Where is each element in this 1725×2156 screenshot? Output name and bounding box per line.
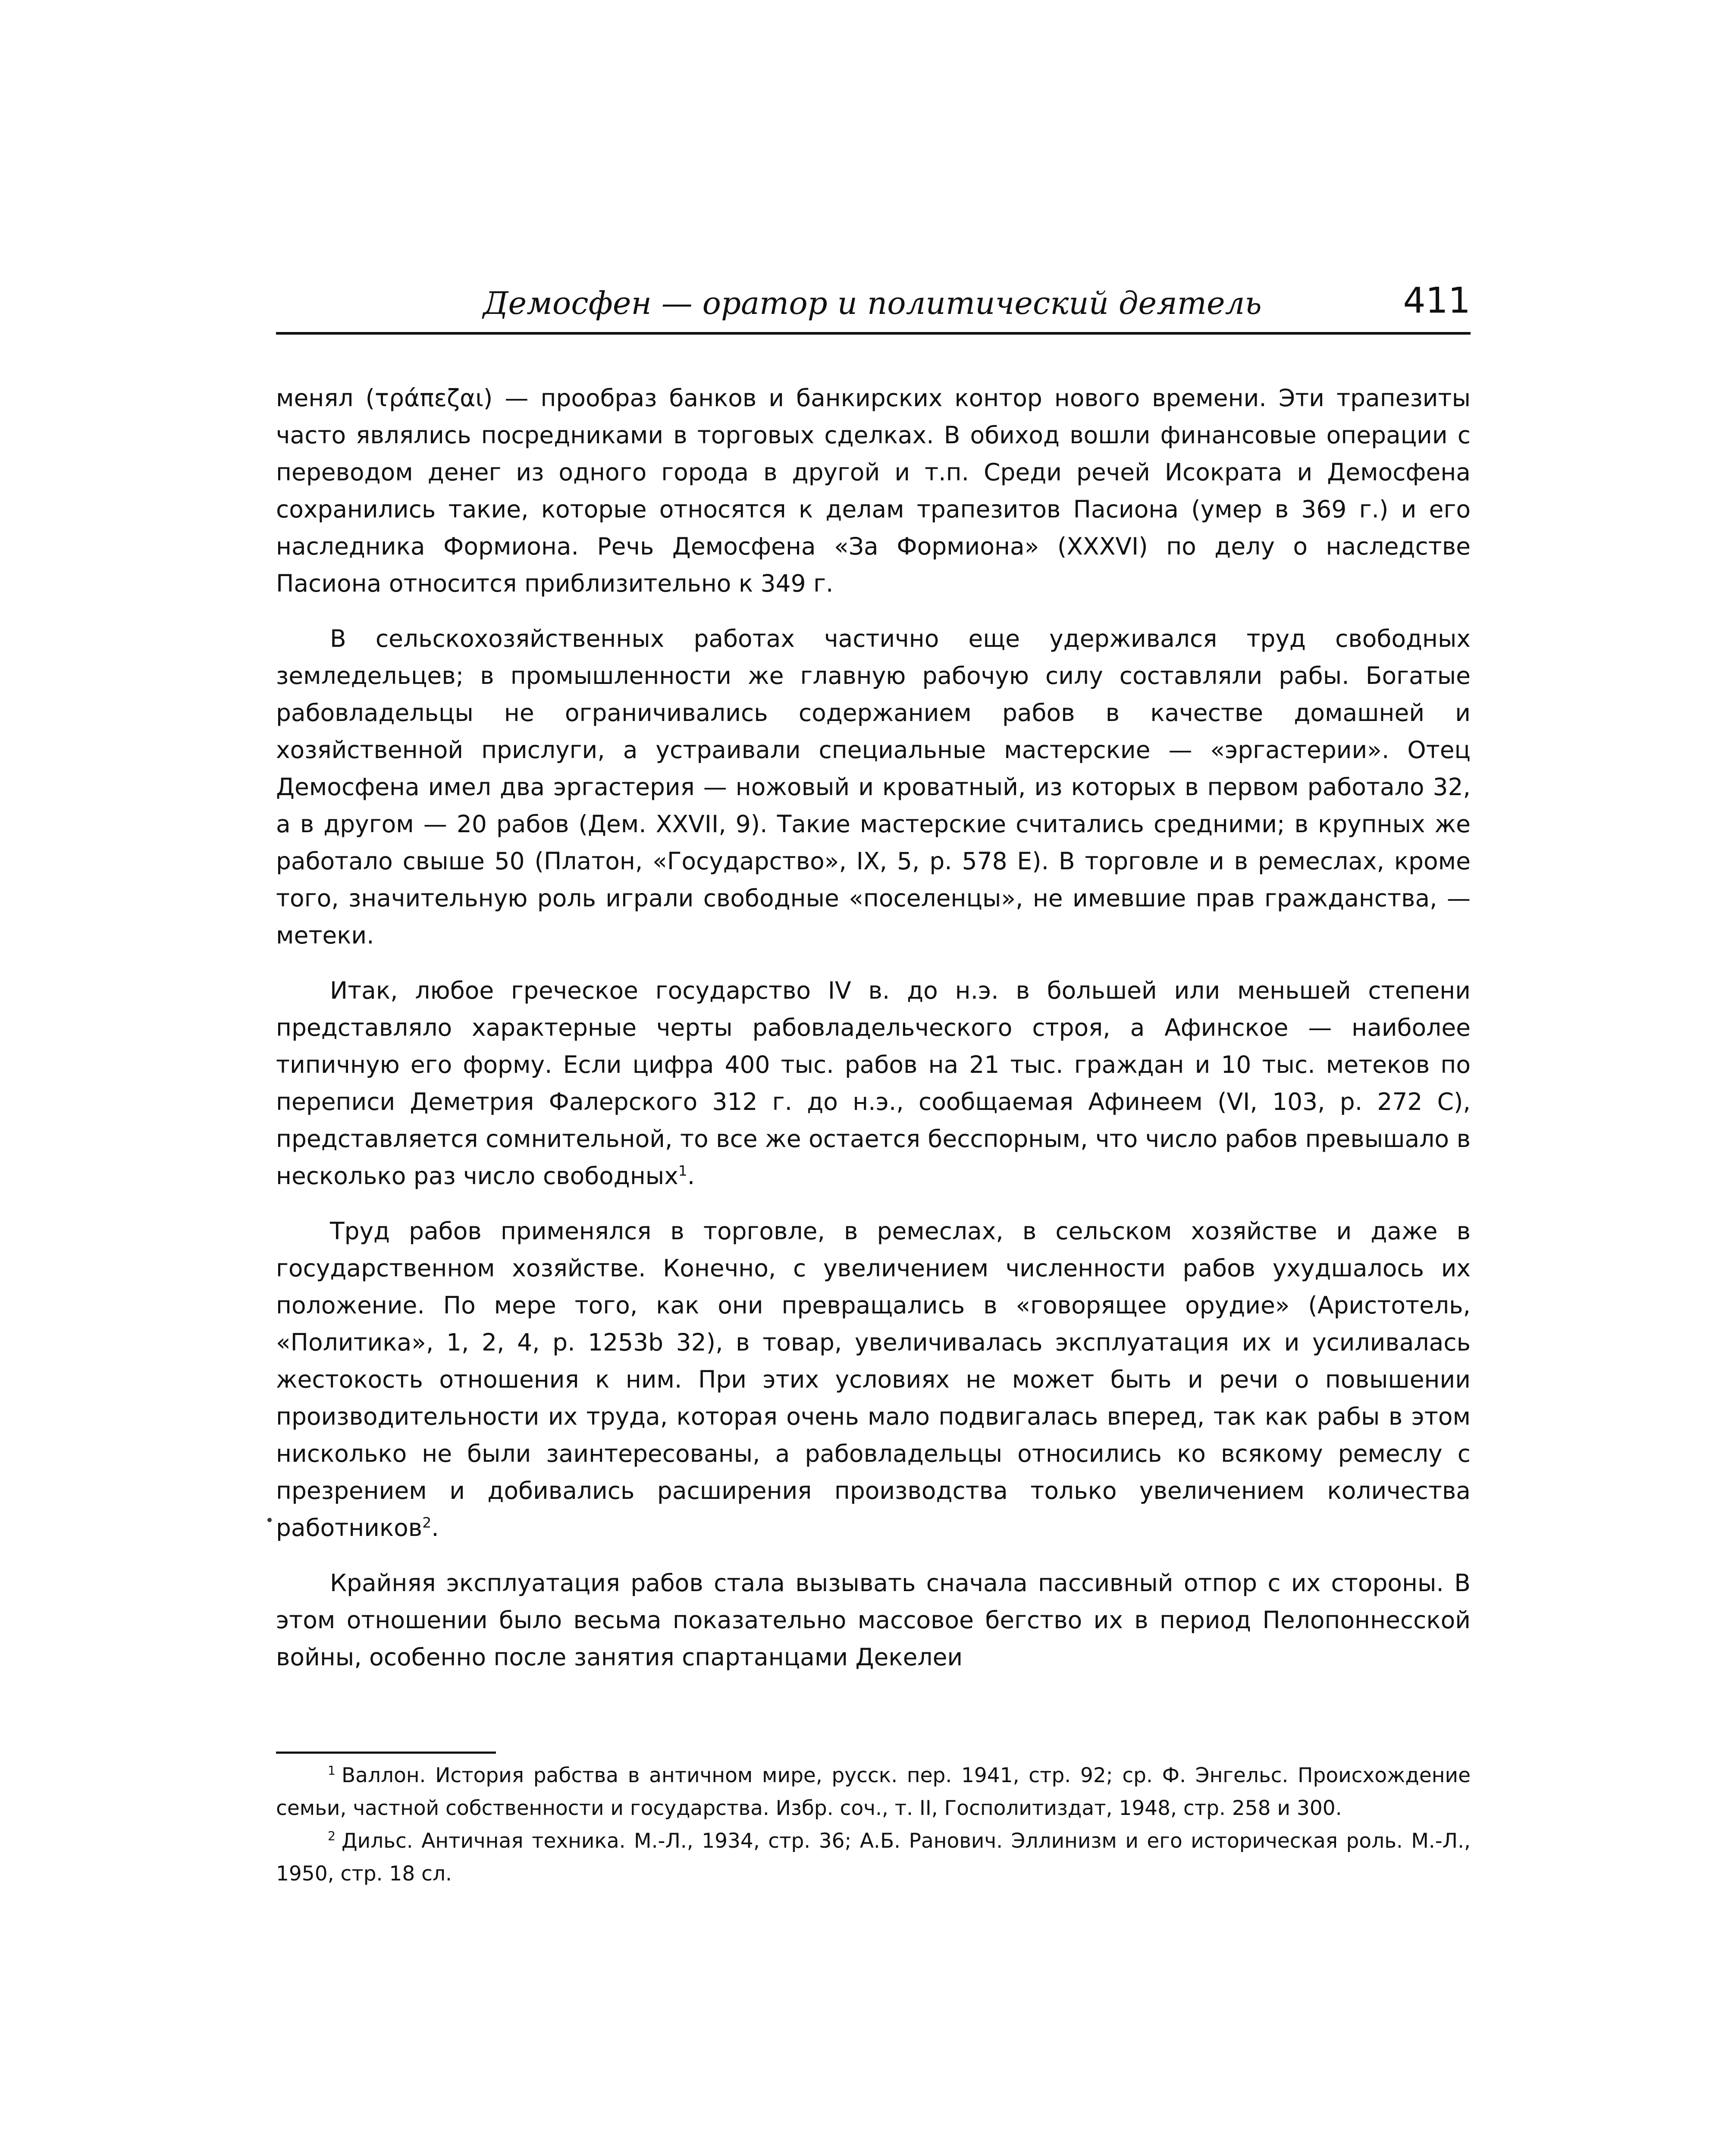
paragraph-2-text: В сельскохозяйственных работах частично еще удерживался труд свободных земледельцев; в промышленности же главную рабочую силу составляли рабы. Богатые рабовладельцы не ограничивались содержанием рабов в качестве домашней и хозяйственной прислуги, а устраивали специальные мастерские — «эргастерии». Отец Демосфена имел два эргастерия — ножовый и кроватный, из которых в первом работало 32, а в другом — 20 рабов (Дем. XXVII, 9). Такие мастерские считались средними; в крупных же работало свыше 50 (Платон, «Государство», IX, 5, p. 578 E). В торговле и в ремеслах, кроме того, значительную роль играли свободные «поселенцы», не имевшие прав гражданства, — метеки. <box>276 625 1471 949</box>
paragraph-4-text: Труд рабов применялся в торговле, в ремеслах, в сельском хозяйстве и даже в государственном хозяйстве. Конечно, с увеличением численности рабов ухудшалось их положение. По мере того, как они превращались в «говорящее орудие» (Аристотель, «Политика», 1, 2, 4, p. 1253b 32), в товар, увеличивалась эксплуатация их и усиливалась жестокость отношения к ним. При этих условиях не может быть и речи о повышении производительности их труда, которая очень мало подвигалась вперед, так как рабы в этом нисколько не были заинтересованы, а рабовладельцы относились ко всякому ремеслу с презрением и добивались расширения производства только увеличением количества работников <box>276 1217 1471 1542</box>
paragraph-3 <box>276 972 1471 1194</box>
page-number: 411 <box>1403 280 1471 321</box>
paragraph-5-text: Крайняя эксплуатация рабов стала вызывать сначала пассивный отпор с их стороны. В этом отношении было весьма показательно массовое бегство их в период Пелопоннесской войны, особенно после занятия спартанцами Декелеи <box>276 1569 1471 1671</box>
paragraph-4 <box>276 1213 1471 1546</box>
paragraph-3-end: . <box>687 1162 695 1190</box>
margin-dot <box>267 1518 272 1522</box>
footnotes <box>276 1759 1471 1890</box>
paragraph-5 <box>276 1564 1471 1676</box>
footnote-ref-1: 1 <box>678 1162 687 1179</box>
footnote-1 <box>276 1759 1471 1825</box>
footnote-2 <box>276 1825 1471 1890</box>
footnote-ref-2: 2 <box>422 1514 432 1531</box>
paragraph-1 <box>276 379 1471 602</box>
footnote-rule <box>276 1752 496 1754</box>
header-rule <box>276 332 1471 335</box>
running-title: Демосфен — оратор и политический деятель <box>483 285 1262 321</box>
paragraph-2 <box>276 620 1471 954</box>
footnote-2-text: Дильс. Античная техника. М.-Л., 1934, стр. 36; А.Б. Ранович. Эллинизм и его историческая роль. М.-Л., 1950, стр. 18 сл. <box>276 1829 1471 1886</box>
paragraph-3-text: Итак, любое греческое государство IV в. до н.э. в большей или меньшей степени представляло характерные черты рабовладельческого строя, а Афинское — наиболее типичную его форму. Если цифра 400 тыс. рабов на 21 тыс. граждан и 10 тыс. метеков по переписи Деметрия Фалерского 312 г. до н.э., сообщаемая Афинеем (VI, 103, p. 272 C), представляется сомнительной, то все же остается бесспорным, что число рабов превышало в несколько раз число свободных <box>276 977 1471 1190</box>
footnote-1-number: 1 <box>328 1764 336 1778</box>
main-text <box>276 379 1471 1694</box>
footnote-2-number: 2 <box>328 1829 336 1844</box>
footnote-1-text: Валлон. История рабства в античном мире, русск. пер. 1941, стр. 92; ср. Ф. Энгельс. Происхождение семьи, частной собственности и государства. Избр. соч., т. II, Госполитиздат, 1948, стр. 258 и 300. <box>276 1764 1471 1820</box>
page-header <box>276 280 1471 328</box>
paragraph-4-end: . <box>431 1514 439 1542</box>
paragraph-1-text: менял (τράπεζαι) — прообраз банков и банкирских контор нового времени. Эти трапезиты часто являлись посредниками в торговых сделках. В обиход вошли финансовые операции с переводом денег из одного города в другой и т.п. Среди речей Исократа и Демосфена сохранились такие, которые относятся к делам трапезитов Пасиона (умер в 369 г.) и его наследника Формиона. Речь Демосфена «За Формиона» (XXXVI) по делу о наследстве Пасиона относится приблизительно к 349 г. <box>276 384 1471 597</box>
